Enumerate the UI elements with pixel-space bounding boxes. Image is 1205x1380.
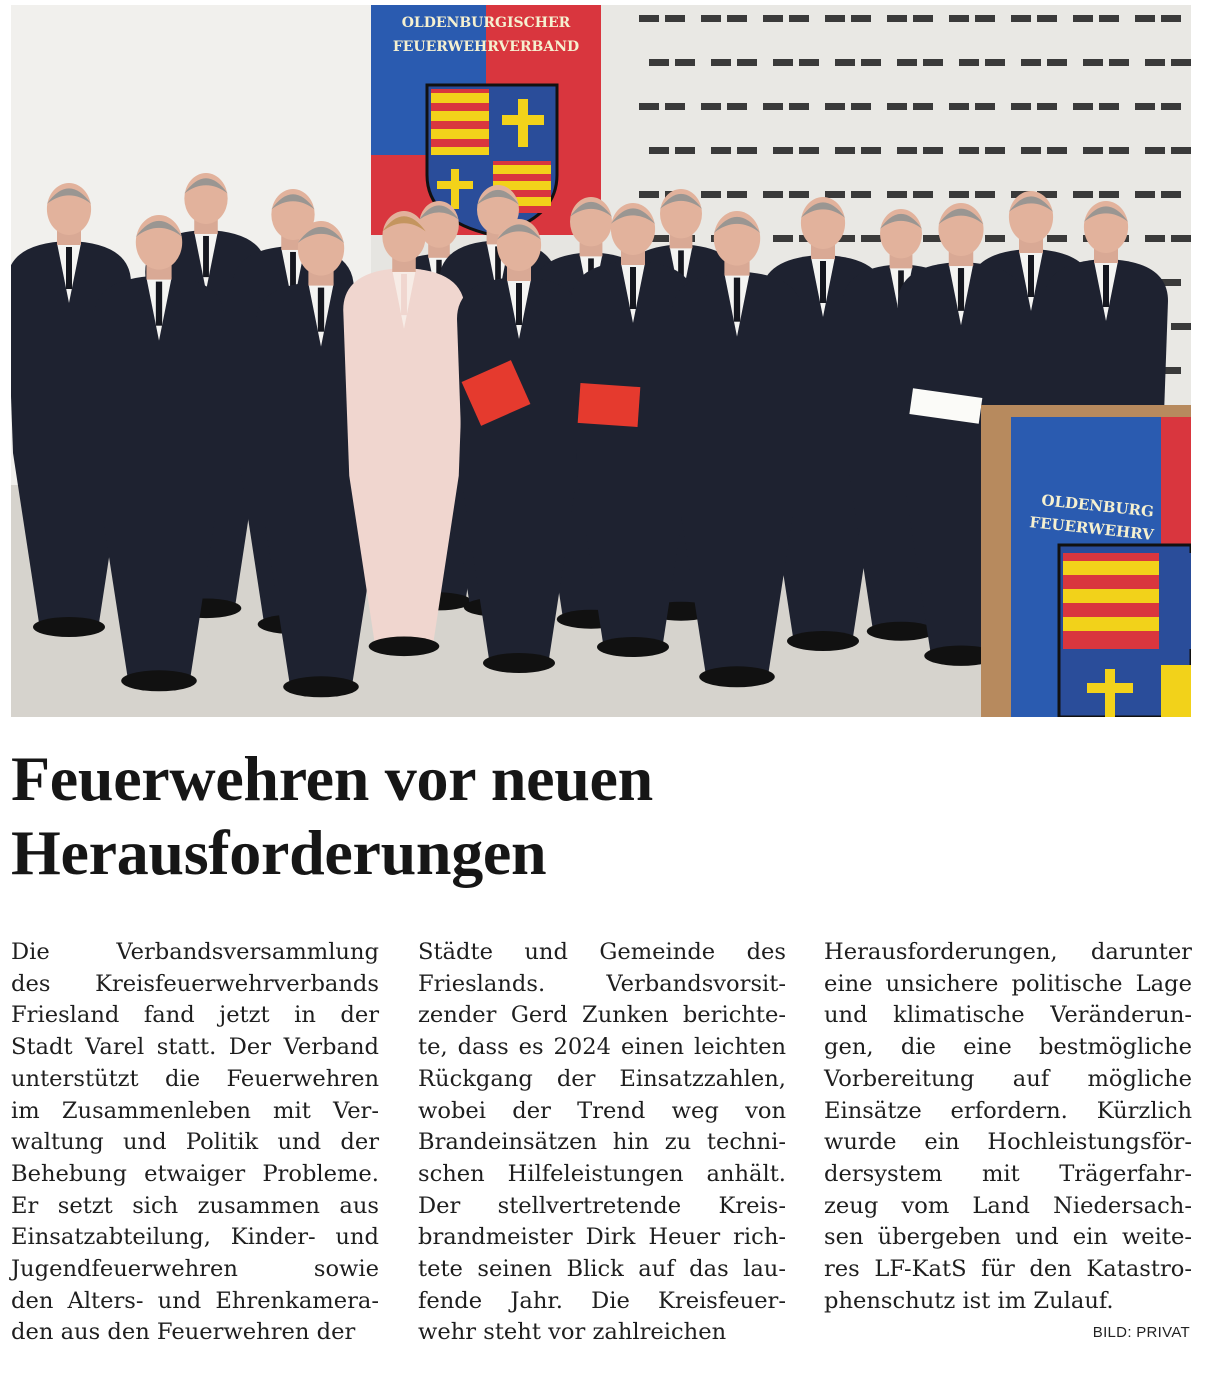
article-text-line: Rückgang der Einsatzzahlen, bbox=[418, 1065, 786, 1092]
article-text-line: tete seinen Blick auf das lau- bbox=[418, 1256, 786, 1283]
article-text-line: Frieslands. Verbandsvorsit- bbox=[418, 970, 786, 997]
article-text-line: brandmeister Dirk Heuer rich- bbox=[418, 1224, 786, 1251]
group-photo bbox=[11, 5, 1191, 717]
article-text-line: Herausforderungen, darunter bbox=[824, 939, 1192, 965]
lectern bbox=[981, 405, 1191, 717]
article-text-line: den Alters- und Ehrenkamera- bbox=[11, 1287, 379, 1314]
article-text-line: wehr steht vor zahlreichen bbox=[418, 1319, 727, 1346]
article-text-line: sen übergeben und ein weite- bbox=[824, 1224, 1192, 1251]
article-text-line: und klimatische Veränderun- bbox=[824, 1002, 1192, 1029]
lectern-text-line-2: FEUERWEHRV bbox=[1028, 513, 1155, 545]
red-folder bbox=[578, 383, 641, 427]
article-text-line: Brandeinsätzen hin zu techni- bbox=[418, 1129, 786, 1156]
lectern-text-line-1: OLDENBURG bbox=[1040, 491, 1155, 521]
article-text-line: Er setzt sich zusammen aus bbox=[11, 1192, 379, 1219]
article-text-line: des Kreisfeuerwehrverbands bbox=[11, 970, 379, 997]
article-text-line: phenschutz ist im Zulauf. bbox=[824, 1287, 1114, 1314]
article-text-line: im Zusammenleben mit Ver- bbox=[11, 1097, 379, 1124]
article-headline bbox=[11, 742, 1191, 890]
article-text-line: Stadt Varel statt. Der Verband bbox=[11, 1034, 379, 1061]
article-text-line: zender Gerd Zunken berichte- bbox=[418, 1002, 786, 1029]
article-text-line: Jugendfeuerwehren sowie bbox=[11, 1256, 379, 1283]
article-column-3 bbox=[824, 937, 1192, 1317]
article-text-line: zeug vom Land Niedersach- bbox=[824, 1192, 1192, 1219]
photo-credit: BILD: PRIVAT bbox=[1092, 1324, 1190, 1341]
banner-text-line-2: FEUERWEHRVERBAND bbox=[392, 39, 580, 55]
article-text-line: res LF-KatS für den Katastro- bbox=[824, 1256, 1192, 1283]
article-text-line: Städte und Gemeinde des bbox=[418, 939, 786, 965]
article-text-line: den aus den Feuerwehren der bbox=[11, 1319, 356, 1346]
article-text-line: wobei der Trend weg von bbox=[418, 1097, 786, 1124]
article-text-line: schen Hilfeleistungen anhält. bbox=[418, 1160, 786, 1187]
article-text-line: gen, die eine bestmögliche bbox=[824, 1034, 1192, 1061]
article-text-line: Der stellvertretende Kreis- bbox=[418, 1192, 786, 1219]
article-text-line: Vorbereitung auf mögliche bbox=[824, 1065, 1192, 1092]
article-text-line: Einsatzabteilung, Kinder- und bbox=[11, 1224, 379, 1251]
article-text-line: Die Verbandsversammlung bbox=[11, 939, 379, 965]
article-photo bbox=[11, 5, 1191, 717]
article-column-2 bbox=[418, 937, 786, 1349]
article-text-line: wurde ein Hochleistungsför- bbox=[824, 1129, 1192, 1156]
article-text-line: eine unsichere politische Lage bbox=[824, 970, 1192, 997]
article-text-line: Einsätze erfordern. Kürzlich bbox=[824, 1097, 1192, 1124]
headline-line-1: Feuerwehren vor neuen bbox=[11, 743, 653, 814]
article-text-line: unterstützt die Feuerwehren bbox=[11, 1065, 379, 1092]
article-text-line: fende Jahr. Die Kreisfeuer- bbox=[418, 1287, 786, 1314]
article-text-line: dersystem mit Trägerfahr- bbox=[824, 1160, 1192, 1187]
article-column-1 bbox=[11, 937, 379, 1349]
banner-text-line-1: OLDENBURGISCHER bbox=[401, 15, 571, 31]
article-text-line: Friesland fand jetzt in der bbox=[11, 1002, 379, 1029]
article-text-line: waltung und Politik und der bbox=[11, 1129, 379, 1156]
article-text-line: Behebung etwaiger Probleme. bbox=[11, 1160, 379, 1187]
article-text-line: te, dass es 2024 einen leichten bbox=[418, 1034, 786, 1061]
headline-line-2: Herausforderungen bbox=[11, 817, 547, 888]
